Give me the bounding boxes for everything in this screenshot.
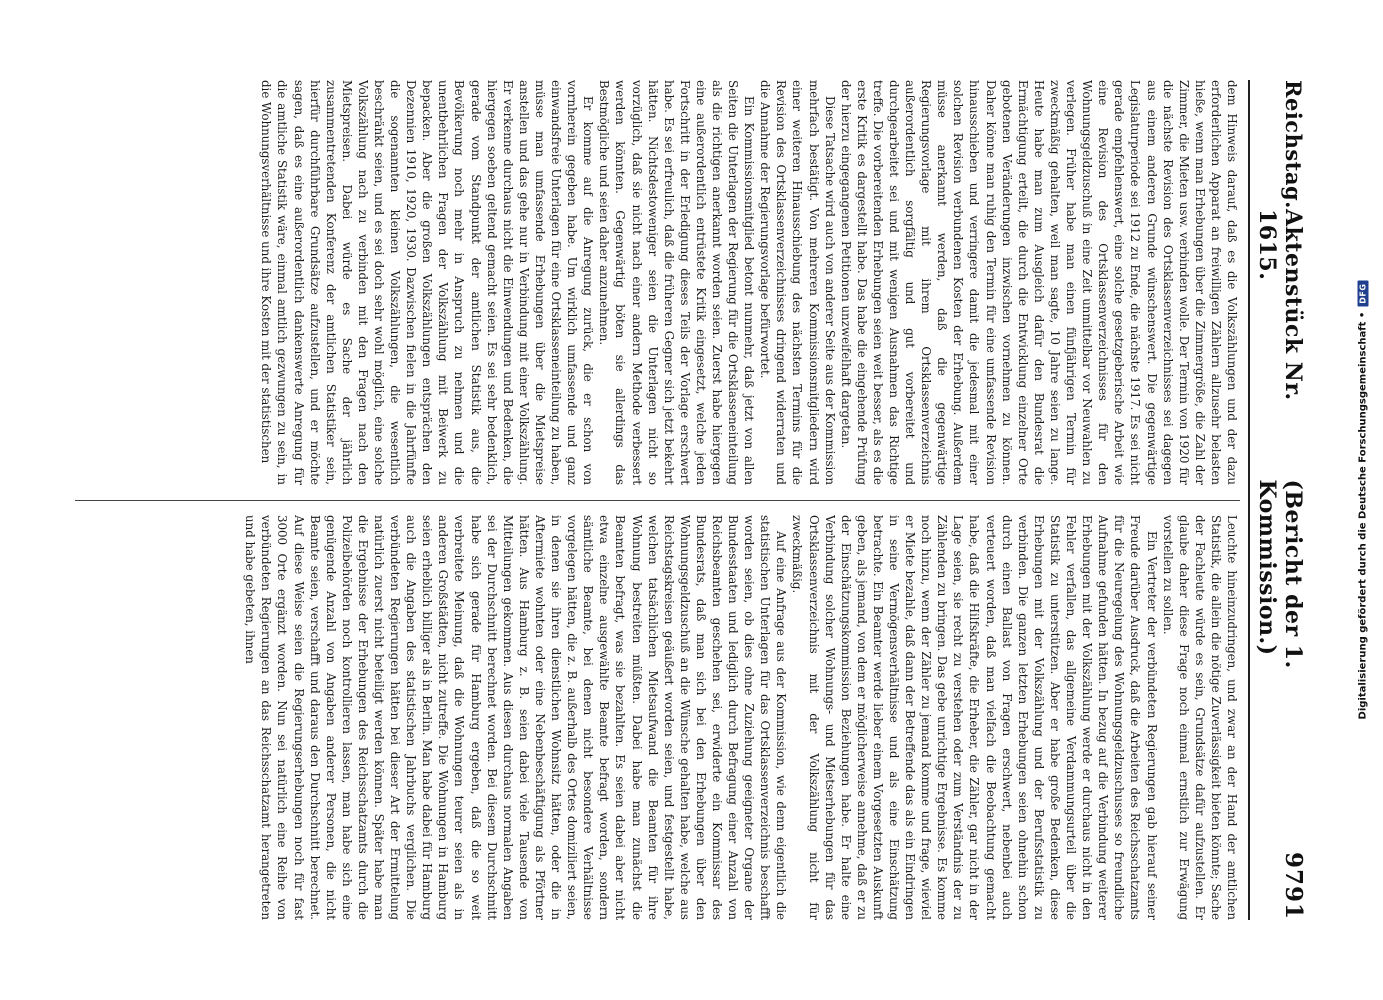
paragraph: dem Hinweis darauf, daß es die Volkszählungen und der dazu erforderlichen Apparat an freiwilligen Zählern allzusehr belasten hieße, wenn man Erhebungen über die Zimmergröße, die Zahl der Zimmer, die Mieten usw. verbinden wolle. Der Termin von 1920 für die nächste Revision des Ortsklassenverzeichnisses sei dagegen aus einem anderen Grunde wünschenswert. Die gegenwärtige Legislaturperiode sei 1912 zu Ende, die nächste 1917. Es sei nicht gerade empfehlenswert, eine solche gesetzgeberische Arbeit wie eine Revision des Ortsklassenverzeichnisses für den Wohnungsgeldzuschuß in eine Zeit unmittelbar vor Neuwahlen zu verlegen. Früher habe man einen fünfjährigen Termin für zweckmäßig gehalten, weil man sagte, 10 Jahre seien zu lange. Heute habe man zum Ausgleich dafür den Bundesrat die Ermächtigung erteilt, die durch die Entwicklung einzelner Orte gebotenen Veränderungen inzwischen vornehmen zu können. Daher könne man ruhig den Termin für eine umfassende Revision hinausschieben und verringere damit die jedesmal mit einer solchen Revision verbundenen Kosten der Erhebung. Außerdem müsse anerkannt werden, daß die gegenwärtige Regierungsvorlage mit ihrem Ortsklassenverzeichnis außerordentlich sorgfältig und gut vorbereitet und durchgearbeitet sei und mit wenigen Ausnahmen das Richtige treffe. Die vorbereitenden Erhebungen seien weit besser, als es die erste Kritik es dargestellt habe. Das habe die eingehende Prüfung der hierzu eingegangenen Petitionen unzweifelhaft dargetan.	[838, 80, 1239, 485]
header-center-right: (Bericht der 1. Kommission.)	[1254, 479, 1306, 669]
paragraph: Ein Vertreter der verbündeten Regierungen gab hierauf seiner Freude darüber Ausdruck, daß die Arbeiten des Reichsschatzamts für die Neuregelung des Wohnungsgeldzuschusses so freundliche Aufnahme gefunden hätten. In bezug auf die Verbindung weiterer Erhebungen mit der Volkszählung werde er durchaus nicht in den Fehler verfallen, das allgemeine Verdammungsurteil über die Statistik zu unterstützen. Aber er habe große Bedenken, diese Erhebungen mit der Volkszählung und der Berufsstatistik zu verbinden. Die ganzen letzten Erhebungen seien ohnehin schon durch einen Ballast von Fragen erschwert, nebenbei auch verteuert worden, daß man vielfach die Beobachtung gemacht habe, daß die Hilfskräfte, die Erheber, die Zähler, gar nicht in der Lage seien, sie recht zu verstehen oder zum Verständnis der zu Zählenden zu bringen. Das gebe unrichtige Ergebnisse. Es komme noch hinzu, wenn der Zähler zu jemand komme und frage, wieviel er Miete bezahle, daß dann der Betreffende das als ein Eindringen in seine Vermögensverhältnisse und als eine Einschätzung betrachte. Ein Beamter werde lieber einem Vorgesetzten Auskunft geben, als jemand, von dem er möglicherweise annehme, daß er zu der Einschätzungskommission Beziehungen habe. Er halte eine Verbindung solcher Wohnungs- und Mietserhebungen für das Ortsklassenverzeichnis mit der Volkszählung nicht für zweckmäßig.	[790, 515, 1159, 920]
scanned-page	[61, 50, 1321, 950]
paragraph: Ein Kommissionsmitglied betont nunmehr, daß jetzt von allen Seiten die Unterlagen der Regierung für die Ortsklasseneinteilung als die richtigen anerkannt worden seien. Zuerst habe hiergegen eine außerordentlich entrüstete Kritik eingesetzt, welche jeden Fortschritt in der Erledigung dieses Teils der Vorlage erschwert habe. Es sei erfreulich, daß die früheren Gegner sich jetzt bekehrt hätten. Nichtsdestoweniger seien die Unterlagen nicht so vorzüglich, daß sie nicht nach einer andern Methode verbessert werden könnten. Gegenwärtig böten sie allerdings das Bestmögliche und seien daher anzunehmen.	[597, 80, 757, 485]
credit-text: Digitalisierung gefördert durch die Deutsche Forschungsgemeinschaft •	[1357, 311, 1369, 720]
dfg-logo: DFG	[1358, 281, 1369, 307]
column-divider	[75, 500, 1240, 501]
page-number: 9791	[1280, 851, 1307, 920]
header-left: Reichstag.	[1281, 80, 1306, 209]
header-center: Aktenstück Nr. 1615.	[1254, 208, 1306, 401]
text-columns	[75, 80, 1240, 920]
page-header	[1248, 80, 1307, 920]
left-column	[75, 80, 1240, 485]
right-column	[75, 515, 1240, 920]
paragraph: Auf eine Anfrage aus der Kommission, wie denn eigentlich die statistischen Unterlagen für das Ortsklassenverzeichnis beschafft worden seien, ob dies ohne Zuziehung geeigneter Organe der Bundesstaaten und lediglich durch Befragung einer Anzahl von Reichsbeamten geschehen sei, erwiderte ein Kommissar des Bundesrats, daß man sich bei den Erhebungen über den Wohnungsgeldzuschuß an die Wünsche gehalten habe, welche aus Reichstagskreisen geäußert worden seien, und festgestellt habe, welchen tatsächlichen Mietsaufwand die Beamten für ihre Wohnung bestreiten müßten. Dabei habe man zunächst die Beamten befragt, was sie bezahlten. Es seien dabei aber nicht etwa einzelne ausgewählte Beamte befragt worden, sondern sämtliche Beamte, bei denen nicht besondere Verhältnisse vorgelegen hätten, die z. B. außerhalb des Ortes domiziliert seien, in denen sie ihren dienstlichen Wohnsitz hätten, oder die in Aftermiete wohnten oder eine Nebenbeschäftigung als Pförtner hätten. Aus Hamburg z. B. seien dabei viele Tausende von Mitteilungen gekommen. Aus diesen durchaus normalen Angaben sei der Durchschnitt berechnet worden. Bei diesem Durchschnitt habe sich gerade für Hamburg ergeben, daß die so weit verbreitete Meinung, daß die Wohnungen teurer seien als in anderen Großstädten, nicht zutreffe. Die Wohnungen in Hamburg seien erheblich billiger als in Berlin. Man habe dabei für Hamburg auch die Angaben des statistischen Jahrbuchs verglichen. Die verbündeten Regierungen hätten bei dieser Art der Ermittelung natürlich zuerst nicht beteiligt werden können. Später habe man die Ergebnisse der Erhebungen des Reichsschatzamts durch die Polizeibehörden noch kontrollieren lassen, man habe sich eine genügende Anzahl von Angaben anderer Personen, die nicht Beamte seien, verschafft und daraus den Durchschnitt berechnet. Auf diese Weise seien die Regierungserhebungen noch für fast 3000 Orte ergänzt worden. Nun sei natürlich eine Reihe von verbündeten Regierungen an das Reichsschatzamt herangetreten und habe gebeten, ihnen	[243, 515, 789, 920]
digitization-credit	[1358, 281, 1369, 720]
paragraph: Diese Tatsache wird auch von anderer Seite aus der Kommission mehrfach bestätigt. Von mehreren Kommissionsmitgliedern wird einer weiteren Hinausschiebung des nächsten Termins für die Revision des Ortsklassenverzeichnisses dringend widerraten und die Annahme der Regierungsvorlage befürwortet.	[758, 80, 837, 485]
paragraph: Leuchte hineinzudringen, und zwar an der Hand der amtlichen Statistik, die allein die nötige Zuverlässigkeit bieten könnte; Sache der Fachleute würde es sein, Grundsätze dafür aufzustellen. Er glaube daher diese Frage noch einmal ernstlich zur Erwägung vorstellen zu sollen.	[1160, 515, 1239, 920]
paragraph: Er komme auf die Anregung zurück, die er schon von vornherein gegeben habe. Um wirklich umfassende und ganz einwandsfreie Unterlagen für eine Ortsklasseneinteilung zu haben, müsse man umfassende Erhebungen über die Mietspreise anstellen und das gehe nur in Verbindung mit einer Volkszählung. Er verkenne durchaus nicht die Einwendungen und Bedenken, die hiergegen soeben geltend gemacht seien. Es sei sehr bedenklich, gerade vom Standpunkt der amtlichen Statistik aus, die Bevölkerung noch mehr in Anspruch zu nehmen und die unentbehrlichen Fragen der Volkszählung mit Beiwerk zu bepacken. Aber die großen Volkszählungen entsprächen den Dezennien 1910, 1920, 1930. Dazwischen fielen in die Jahrfünfte die sogenannten kleinen Volkszählungen, die wesentlich beschränkt seien, und es sei doch sehr wohl möglich, eine solche Volkszählung nach zu verbinden mit den Fragen nach den Mietspreisen. Dabei würde es Sache der jährlich zusammentretenden Konferenz der amtlichen Statistiker sein, hierfür durchführbare Grundsätze aufzustellen, und er möchte sagen, daß es eine außerordentlich dankenswerte Anregung für die amtliche Statistik wäre, einmal amtlich gezwungen zu sein, in die Wohnungsverhältnisse und ihre Kosten mit der statistischen	[259, 80, 596, 485]
